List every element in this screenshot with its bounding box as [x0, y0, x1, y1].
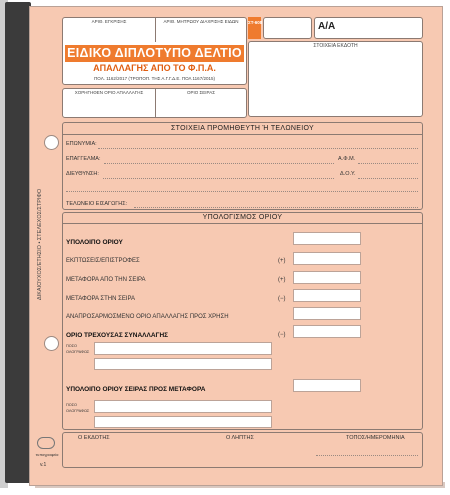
current-tx-field[interactable] [293, 325, 361, 338]
in-words-label-1: ΟΛΟΓΡΑΦΩΣ [66, 350, 90, 354]
series-remaining-words-field-2[interactable] [94, 416, 272, 428]
address-label: ΔΙΕΥΘΥΝΣΗ: [66, 171, 99, 177]
form-code: ΣΤ-608 [248, 20, 263, 25]
punch-hole-bottom [44, 336, 59, 351]
current-tx-sign: (−) [278, 332, 286, 338]
discounts-field[interactable] [293, 252, 361, 265]
form-title: ΕΙΔΙΚΟ ΔΙΠΛΟΤΥΠΟ ΔΕΛΤΙΟ [65, 45, 244, 62]
series-limit-label: ΟΡΙΟ ΣΕΙΡΑΣ [187, 90, 215, 95]
registry-number-label: ΑΡΙΘ. ΜΗΤΡΩΟΥ ΔΙΑΧΡΙΣΗΣ ΕΙΔΩΝ [163, 19, 239, 24]
address-line[interactable] [103, 178, 334, 179]
brand-text: τυπογραφεία [35, 452, 59, 457]
legal-reference: ΠΟΛ. 1162/2017 (ΤΡΟΠΟΠ. ΤΗΣ Α.Γ.Γ.Δ.Ε. ΠΟΛ 1167/2015) [94, 76, 215, 81]
afm-line[interactable] [358, 163, 418, 164]
customs-line[interactable] [134, 207, 418, 208]
afm-label: Α.Φ.Μ. [338, 156, 356, 162]
approval-number-label: ΑΡΙΘ. ΕΓΚΡΙΣΗΣ [91, 19, 127, 24]
recipient-signature-label: Ο ΛΗΠΤΗΣ [226, 435, 254, 441]
adjusted-field[interactable] [293, 307, 361, 320]
extra-line[interactable] [66, 191, 418, 192]
series-remaining-label: ΥΠΟΛΟΙΠΟ ΟΡΙΟΥ ΣΕΙΡΑΣ ΠΡΟΣ ΜΕΤΑΦΟΡΑ [66, 386, 206, 393]
brand-logo-icon [37, 437, 55, 449]
series-remaining-words-field[interactable] [94, 400, 272, 413]
binding-spine [5, 2, 31, 483]
doy-label: Δ.Ο.Υ. [340, 171, 356, 177]
place-date-label: ΤΟΠΟΣ/ΗΜΕΡΟΜΗΝΙΑ [346, 435, 405, 441]
supplier-heading-line [62, 134, 423, 135]
to-series-label: ΜΕΤΑΦΟΡΑ ΣΤΗΝ ΣΕΙΡΑ [66, 296, 136, 302]
discounts-label: ΕΚΠΤΩΣΕΙΣ/ΕΠΙΣΤΡΟΦΕΣ [66, 258, 140, 264]
serial-box-left [263, 17, 312, 39]
punch-hole-top [44, 135, 59, 150]
doy-line[interactable] [358, 178, 418, 179]
limit-divider [155, 88, 156, 118]
name-label: ΕΠΩΝΥΜΙΑ: [66, 141, 97, 147]
title-divider [155, 17, 156, 42]
granted-limit-label: ΧΟΡΗΓΗΘΕΝ ΟΡΙΟ ΑΠΑΛΛΑΓΗΣ [74, 90, 144, 95]
form-subtitle: ΑΠΑΛΛΑΓΗΣ ΑΠΟ ΤΟ Φ.Π.Α. [93, 63, 216, 73]
calc-heading: ΥΠΟΛΟΓΙΣΜΟΣ ΟΡΙΟΥ [202, 214, 283, 221]
amount-label-1: ΠΟΣΟ [66, 344, 77, 348]
name-line[interactable] [98, 148, 418, 149]
profession-label: ΕΠΑΓΓΕΛΜΑ: [66, 156, 101, 162]
issuer-box [248, 41, 423, 117]
from-series-label: ΜΕΤΑΦΟΡΑ ΑΠΟ ΤΗΝ ΣΕΙΡΑ [66, 277, 146, 283]
adjusted-label: ΑΝΑΠΡΟΣΑΡΜΟΣΜΕΝΟ ΟΡΙΟ ΑΠΑΛΛΑΓΗΣ ΠΡΟΣ ΧΡΗΣΗ [66, 314, 229, 320]
from-series-field[interactable] [293, 271, 361, 284]
customs-label: ΤΕΛΩΝΕΙΟ ΕΙΣΑΓΩΓΗΣ: [66, 201, 128, 207]
in-words-label-2: ΟΛΟΓΡΑΦΩΣ [66, 409, 90, 413]
from-series-sign: (+) [278, 277, 286, 283]
issuer-signature-label: Ο ΕΚΔΟΤΗΣ [78, 435, 110, 441]
supplier-section [62, 122, 423, 210]
amount-label-2: ΠΟΣΟ [66, 403, 77, 407]
place-date-line[interactable] [316, 455, 418, 456]
issuer-label: ΣΤΟΙΧΕΙΑ ΕΚΔΟΤΗ [313, 43, 358, 49]
version-text: v.1 [40, 462, 47, 468]
discounts-sign: (+) [278, 258, 286, 264]
to-series-sign: (−) [278, 296, 286, 302]
supplier-heading: ΣΤΟΙΧΕΙΑ ΠΡΟΜΗΘΕΥΤΗ Ή ΤΕΛΩΝΕΙΟΥ [171, 125, 314, 132]
remaining-field[interactable] [293, 232, 361, 245]
series-remaining-field[interactable] [293, 379, 361, 392]
to-series-field[interactable] [293, 289, 361, 302]
profession-line[interactable] [104, 163, 334, 164]
aa-label: Α/Α [318, 21, 336, 32]
current-tx-words-field[interactable] [94, 342, 272, 355]
remaining-label: ΥΠΟΛΟΙΠΟ ΟΡΙΟΥ [66, 239, 123, 246]
calc-heading-line [62, 223, 423, 224]
current-tx-words-field-2[interactable] [94, 358, 272, 370]
current-tx-label: ΟΡΙΟ ΤΡΕΧΟΥΣΑΣ ΣΥΝΑΛΛΑΓΗΣ [66, 332, 169, 339]
